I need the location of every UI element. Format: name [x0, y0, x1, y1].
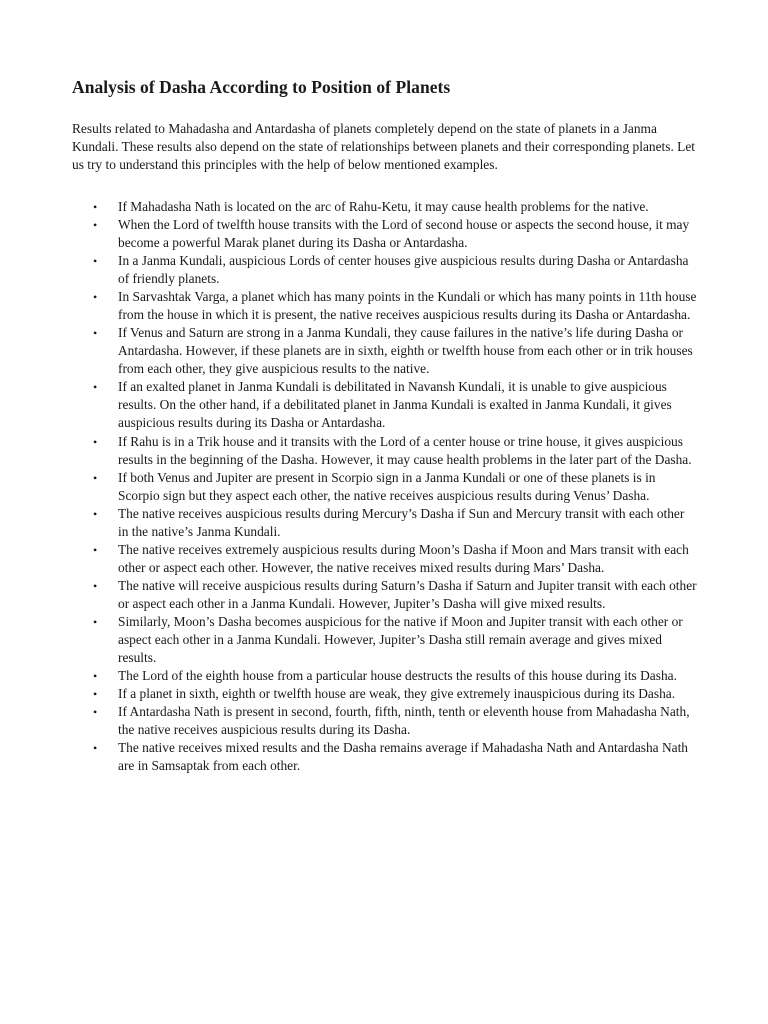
list-item: [72, 703, 698, 739]
bullet-dot-icon: •: [93, 218, 98, 233]
list-item: [72, 469, 698, 505]
list-item-text: If Antardasha Nath is present in second, fourth, fifth, ninth, tenth or eleventh house from Mahadasha Nath, the native receives auspicious results during its Dasha.: [118, 704, 690, 738]
list-item-text: The native will receive auspicious results during Saturn’s Dasha if Saturn and Jupiter transit with each other or aspect each other in a Janma Kundali. However, Jupiter’s Dasha will give mixed results.: [118, 577, 697, 611]
bullet-dot-icon: •: [93, 434, 98, 449]
bullet-dot-icon: •: [93, 290, 98, 305]
list-item: [72, 324, 698, 378]
bullet-dot-icon: •: [93, 615, 98, 630]
list-item: [72, 613, 698, 667]
list-item: [72, 541, 698, 577]
list-item-text: The native receives mixed results and the Dasha remains average if Mahadasha Nath and Antardasha Nath are in Samsaptak from each other.: [118, 740, 688, 774]
list-item: [72, 739, 698, 775]
list-item-text: If Rahu is in a Trik house and it transits with the Lord of a center house or trine house, it gives auspicious results in the beginning of the Dasha. However, it may cause health problems in the later part of the Dasha.: [118, 433, 692, 467]
list-item: [72, 685, 698, 703]
list-item-text: The native receives auspicious results during Mercury’s Dasha if Sun and Mercury transit with each other in the native’s Janma Kundali.: [118, 505, 685, 539]
list-item-text: If Mahadasha Nath is located on the arc of Rahu-Ketu, it may cause health problems for the native.: [118, 199, 649, 214]
intro-paragraph: Results related to Mahadasha and Antardasha of planets completely depend on the state of planets in a Janma Kundali. These results also depend on the state of relationships between planets and their corresponding planets. Let us try to understand this principles with the help of below mentioned examples.: [72, 121, 695, 172]
list-item-text: The Lord of the eighth house from a particular house destructs the results of this house during its Dasha.: [118, 668, 677, 684]
bullet-dot-icon: •: [93, 326, 98, 341]
list-item: [72, 378, 698, 432]
bullet-dot-icon: •: [93, 506, 98, 521]
list-item-text: Similarly, Moon’s Dasha becomes auspicious for the native if Moon and Jupiter transit with each other or aspect each other in a Janma Kundali. However, Jupiter’s Dasha still remain average and gives mixed results.: [118, 614, 683, 666]
list-item-text: When the Lord of twelfth house transits with the Lord of second house or aspects the second house, it may become a powerful Marak planet during its Dasha or Antardasha.: [118, 217, 690, 251]
bullet-dot-icon: •: [93, 578, 98, 593]
bullet-dot-icon: •: [93, 669, 98, 684]
list-item: [72, 252, 698, 288]
list-item-text: In Sarvashtak Varga, a planet which has many points in the Kundali or which has many points in 11th house from the house in which it is present, the native receives auspicious results during its Dasha or Antardasha.: [118, 289, 697, 323]
bullet-dot-icon: •: [93, 687, 98, 702]
bullet-dot-icon: •: [93, 200, 98, 214]
page-title: Analysis of Dasha According to Position of Planets: [72, 77, 451, 97]
list-item-text: If both Venus and Jupiter are present in Scorpio sign in a Janma Kundali or one of these planets is in Scorpio sign but they aspect each other, the native receives auspicious results during Venus’ Dasha.: [118, 469, 656, 503]
list-item: [72, 288, 698, 324]
list-item: [72, 198, 698, 216]
list-item: [72, 216, 698, 252]
list-item-text: In a Janma Kundali, auspicious Lords of center houses give auspicious results during Dasha or Antardasha of friendly planets.: [118, 253, 689, 287]
bullet-dot-icon: •: [93, 380, 98, 395]
list-item: [72, 667, 698, 685]
list-item-text: If Venus and Saturn are strong in a Janma Kundali, they cause failures in the native’s life during Dasha or Antardasha. However, if these planets are in sixth, eighth or twelfth house from each other or in trik houses from each other, they give auspicious results to the native.: [118, 325, 693, 377]
list-item-text: If an exalted planet in Janma Kundali is debilitated in Navansh Kundali, it is unable to give auspicious results. On the other hand, if a debilitated planet in Janma Kundali is exalted in Janma Kundali, it gives auspicious results during its Dasha or Antardasha.: [118, 379, 672, 431]
list-item: [72, 433, 698, 469]
bullet-dot-icon: •: [93, 705, 98, 720]
list-item: [72, 505, 698, 541]
bullet-dot-icon: •: [93, 542, 98, 557]
list-item: [72, 577, 698, 613]
bullet-dot-icon: •: [93, 470, 98, 485]
list-item-text: The native receives extremely auspicious results during Moon’s Dasha if Moon and Mars transit with each other or aspect each other. However, the native receives mixed results during Mars’ Dasha.: [118, 541, 689, 575]
list-item-text: If a planet in sixth, eighth or twelfth house are weak, they give extremely inauspicious during its Dasha.: [118, 686, 676, 702]
bullet-dot-icon: •: [93, 254, 98, 269]
bullet-list: [72, 198, 696, 775]
bullet-dot-icon: •: [93, 741, 98, 756]
